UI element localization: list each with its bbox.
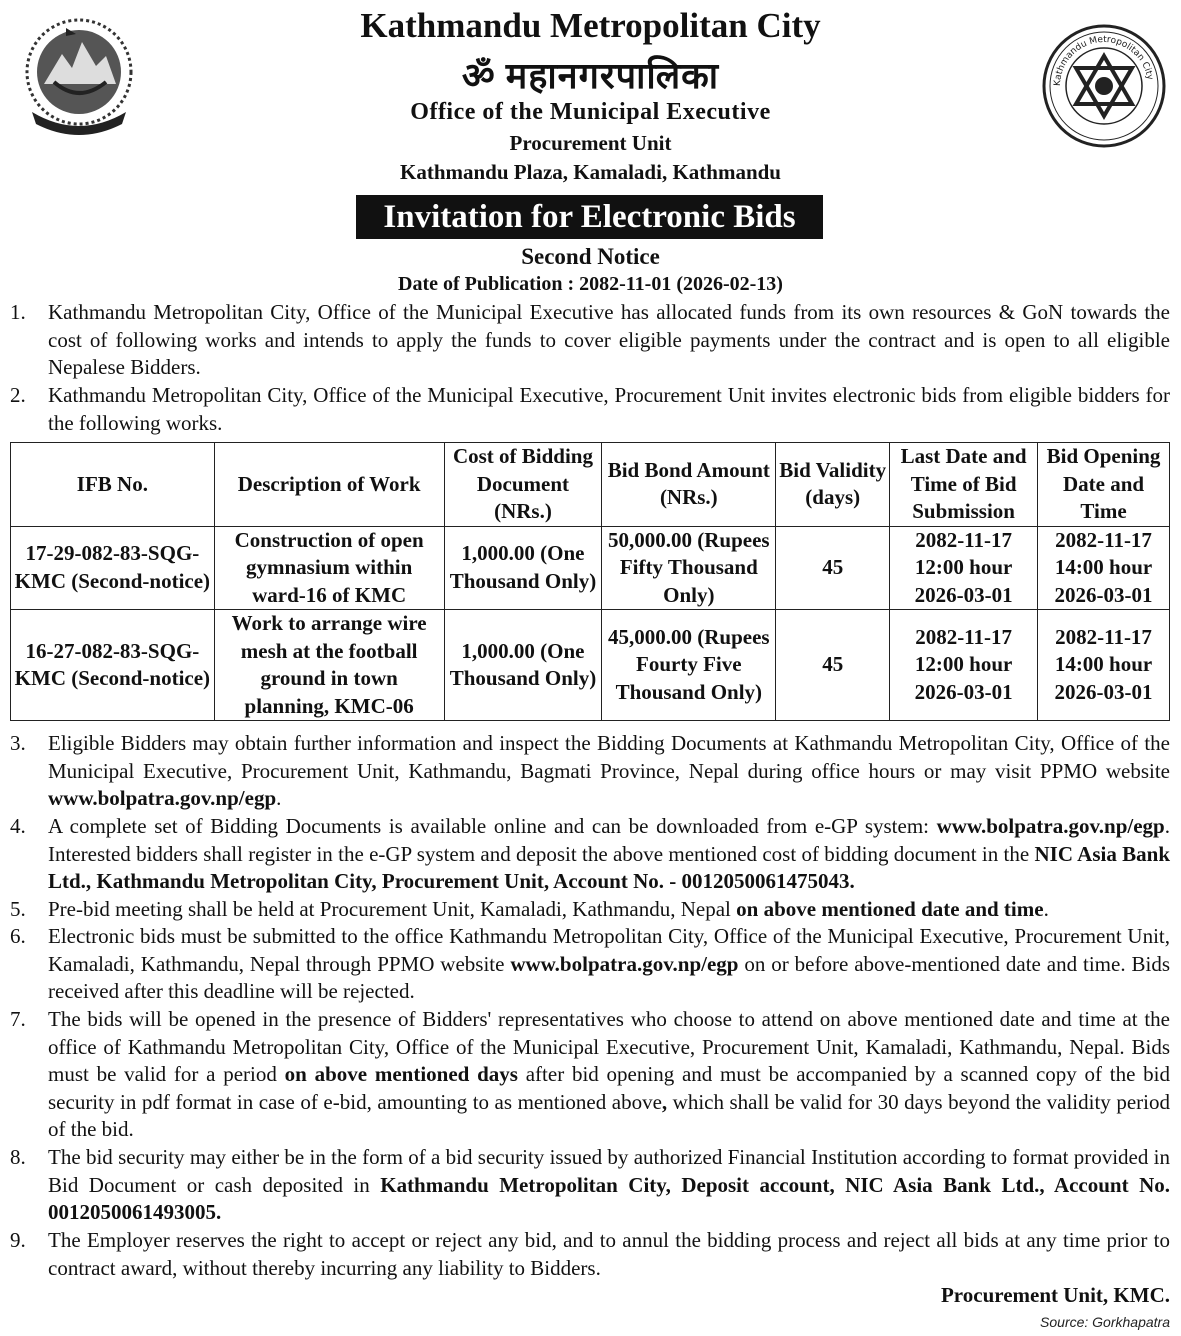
table-row	[11, 526, 1170, 610]
paragraph-number: 6.	[10, 924, 26, 948]
bold-text-run: on above mentioned days	[284, 1062, 518, 1087]
text-run: which shall be valid for 30 days beyond the validity period of the bid.	[48, 1089, 1170, 1142]
text-run: Eligible Bidders may obtain further information and inspect the Bidding Documents at Kathmandu Metropolitan City, Office of the Municipal Executive, Procurement Unit, Kathmandu, Bagmati Province, Nepal during office hours or may visit PPMO website	[48, 731, 1170, 783]
text-run: The bids will be opened in the presence of Bidders' representatives who choose to attend on above mentioned date and time at the office of Kathmandu Metropolitan City, Office of the Municipal Executive, Procurement Unit, Kamaladi, Kathmandu, Nepal. Bids must be valid for a period	[48, 1007, 1170, 1087]
paragraph-text	[48, 896, 1170, 924]
cell-description: Construction of open gymnasium within ward-16 of KMC	[214, 526, 444, 610]
paragraph-3	[10, 730, 1170, 813]
header-opening: Bid Opening Date and Time	[1038, 443, 1170, 527]
unit-name: Procurement Unit	[509, 131, 672, 155]
paragraph-number: 7.	[10, 1007, 26, 1031]
notice-title: Invitation for Electronic Bids	[356, 195, 823, 239]
paragraph-8	[10, 1144, 1170, 1227]
paragraph-text: Kathmandu Metropolitan City, Office of the Municipal Executive has allocated funds from its own resources & GoN towards the cost of following works and intends to apply the funds to cover eligible payments under the contract and is open to all eligible Nepalese Bidders.	[48, 300, 1170, 380]
text-run: .	[276, 786, 282, 811]
cell-validity: 45	[776, 526, 890, 610]
text-run: Electronic bids must be submitted to the office Kathmandu Metropolitan City, Office of the Municipal Executive, Procurement Unit, Kamaladi, Kathmandu, Nepal through PPMO website	[48, 924, 1170, 976]
paragraph-number: 3.	[10, 731, 26, 755]
paragraph-number: 8.	[10, 1145, 26, 1169]
cell-submission: 2082-11-17 12:00 hour 2026-03-01	[890, 610, 1038, 721]
cell-description: Work to arrange wire mesh at the football ground in town planning, KMC-06	[214, 610, 444, 721]
signature: Procurement Unit, KMC.	[940, 1283, 1170, 1307]
cell-cost: 1,000.00 (One Thousand Only)	[444, 610, 602, 721]
seal-text: Kathmandu Metropolitan City	[1052, 34, 1155, 87]
table-header-row	[11, 443, 1170, 527]
bold-text-run: www.bolpatra.gov.np/egp	[48, 786, 277, 811]
header-submission: Last Date and Time of Bid Submission	[890, 443, 1038, 527]
paragraph-4	[10, 813, 1170, 896]
text-run: The bid security may either be in the form of a bid security issued by authorized Financial Institution according to format provided in Bid Document or cash deposited in	[48, 1145, 1170, 1197]
header-cost: Cost of Bidding Document (NRs.)	[444, 443, 602, 527]
paragraph-number: 2.	[10, 383, 26, 407]
cell-validity: 45	[776, 610, 890, 721]
cell-opening: 2082-11-17 14:00 hour 2026-03-01	[1038, 610, 1170, 721]
office-name: Office of the Municipal Executive	[410, 99, 771, 125]
notice-header	[0, 0, 1181, 300]
text-run: . Interested bidders shall register in the e-GP system and deposit the above mentioned cost of bidding document in the	[48, 814, 1170, 866]
bids-table	[10, 442, 1170, 721]
office-address: Kathmandu Plaza, Kamaladi, Kathmandu	[400, 160, 781, 184]
header-description: Description of Work	[214, 443, 444, 527]
paragraph-text	[48, 923, 1170, 1006]
paragraph-5	[10, 896, 1170, 924]
cell-cost: 1,000.00 (One Thousand Only)	[444, 526, 602, 610]
bold-text-run: on above mentioned date and time	[736, 897, 1044, 921]
paragraph-text: Kathmandu Metropolitan City, Office of the Municipal Executive, Procurement Unit invites electronic bids from eligible bidders for the following works.	[48, 383, 1170, 435]
paragraph-1	[10, 299, 1170, 382]
text-run: A complete set of Bidding Documents is available online and can be downloaded from e-GP system:	[48, 814, 937, 838]
bold-text-run: ,	[661, 1089, 668, 1114]
cell-bond: 45,000.00 (Rupees Fourty Five Thousand Only)	[602, 610, 776, 721]
paragraph-number: 1.	[10, 300, 26, 324]
text-run: after bid opening and must be accompanied by a scanned copy of the bid security in pdf format in case of e-bid, amounting to as mentioned above	[48, 1062, 1171, 1114]
paragraph-number: 4.	[10, 814, 26, 838]
city-name: Kathmandu Metropolitan City	[360, 6, 821, 45]
source-credit: Source: Gorkhapatra	[1040, 1314, 1170, 1330]
text-run: on or before above-mentioned date and time. Bids received after this deadline will be rejected.	[48, 951, 1170, 1004]
notice-label: Second Notice	[521, 244, 660, 269]
paragraph-text	[48, 1144, 1170, 1227]
paragraph-number: 5.	[10, 897, 26, 921]
cell-ifb: 16-27-082-83-SQG-KMC (Second-notice)	[11, 610, 215, 721]
cell-ifb: 17-29-082-83-SQG-KMC (Second-notice)	[11, 526, 215, 610]
bold-text-run: www.bolpatra.gov.np/egp	[510, 951, 739, 976]
text-run: Pre-bid meeting shall be held at Procurement Unit, Kamaladi, Kathmandu, Nepal	[48, 897, 737, 921]
header-bid-bond: Bid Bond Amount (NRs.)	[602, 443, 776, 527]
paragraph-text	[48, 813, 1170, 896]
bold-text-run: Kathmandu Metropolitan City, Deposit account, NIC Asia Bank Ltd., Account No. 0012050061493005.	[48, 1172, 1170, 1225]
paragraph-9	[10, 1227, 1170, 1282]
paragraph-7	[10, 1006, 1170, 1144]
table-row	[11, 610, 1170, 721]
paragraph-text	[48, 1006, 1170, 1144]
cell-opening: 2082-11-17 14:00 hour 2026-03-01	[1038, 526, 1170, 610]
header-validity: Bid Validity (days)	[776, 443, 890, 527]
bold-text-run: NIC Asia Bank Ltd., Kathmandu Metropolitan City, Procurement Unit, Account No. - 0012050061475043.	[48, 841, 1170, 894]
paragraph-text	[48, 730, 1170, 813]
publication-date: Date of Publication : 2082-11-01 (2026-02-13)	[398, 273, 783, 295]
paragraph-number: 9.	[10, 1228, 26, 1252]
cell-bond: 50,000.00 (Rupees Fifty Thousand Only)	[602, 526, 776, 610]
paragraph-6	[10, 923, 1170, 1006]
bold-text-run: www.bolpatra.gov.np/egp	[936, 814, 1165, 838]
cell-submission: 2082-11-17 12:00 hour 2026-03-01	[890, 526, 1038, 610]
paragraph-text: The Employer reserves the right to accept or reject any bid, and to annul the bidding process and reject all bids at any time prior to contract award, without thereby incurring any liability to Bidders.	[48, 1228, 1170, 1280]
text-run: .	[1043, 897, 1049, 921]
paragraph-2	[10, 382, 1170, 437]
city-name-nepali: ॐ महानगरपालिका	[461, 56, 720, 96]
header-ifb-no: IFB No.	[11, 443, 215, 527]
